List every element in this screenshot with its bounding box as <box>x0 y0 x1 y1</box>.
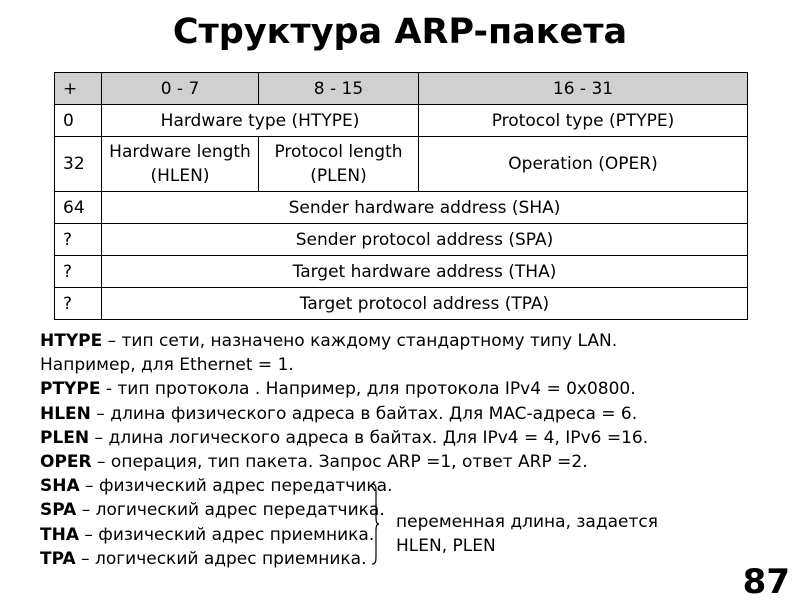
field-ptype: Protocol type (PTYPE) <box>419 105 748 137</box>
legend-line-hlen <box>40 402 648 426</box>
legend-term: TPA <box>40 548 76 569</box>
slide-title: Структура ARP-пакета <box>172 12 628 52</box>
table-row <box>55 137 748 192</box>
variable-length-note-line1: переменная длина, задается <box>396 512 658 532</box>
legend-desc: – длина логического адреса в байтах. Для IPv4 = 4, IPv6 =16. <box>89 427 649 448</box>
row-offset: 32 <box>55 137 102 192</box>
legend-desc: – логический адрес передатчика. <box>76 500 385 521</box>
field-spa: Sender protocol address (SPA) <box>102 224 748 256</box>
legend-term: HTYPE <box>40 331 103 351</box>
field-htype: Hardware type (HTYPE) <box>102 105 419 137</box>
header-bits-8-15: 8 - 15 <box>259 73 419 105</box>
arp-packet-table <box>54 72 748 320</box>
variable-length-note-line2: HLEN, PLEN <box>396 536 496 556</box>
row-offset: 0 <box>55 105 102 137</box>
legend-term: SPA <box>40 500 77 521</box>
legend-term: OPER <box>40 452 92 473</box>
legend-desc: - тип протокола . Например, для протокола IPv4 = 0x0800. <box>100 379 636 400</box>
field-hlen: Hardware length (HLEN) <box>102 137 259 192</box>
legend-desc: – тип сети, назначено каждому стандартному типу LAN. <box>102 331 618 351</box>
legend-line-sha <box>40 474 648 498</box>
table-row <box>55 288 748 320</box>
field-sha: Sender hardware address (SHA) <box>102 192 748 224</box>
row-offset: ? <box>55 256 102 288</box>
legend-line-ptype <box>40 377 648 401</box>
field-plen: Protocol length (PLEN) <box>259 137 419 192</box>
header-offset: + <box>55 73 102 105</box>
legend-desc: – операция, тип пакета. Запрос ARP =1, ответ ARP =2. <box>91 452 588 473</box>
row-offset: ? <box>55 224 102 256</box>
legend-line-plen <box>40 426 648 450</box>
field-tha: Target hardware address (THA) <box>102 256 748 288</box>
legend-line-htype-example <box>40 353 648 377</box>
legend-desc: – физический адрес передатчика. <box>79 476 393 497</box>
legend-desc: Например, для Ethernet = 1. <box>40 355 294 376</box>
legend-desc: – физический адрес приемника. <box>78 524 375 545</box>
field-oper: Operation (OPER) <box>419 137 748 192</box>
legend-term: PLEN <box>40 427 90 448</box>
legend-term: THA <box>40 524 79 545</box>
table-row <box>55 105 748 137</box>
legend-term: PTYPE <box>40 379 101 400</box>
legend-line-oper <box>40 450 648 474</box>
page-number: 87 <box>742 562 790 602</box>
curly-brace-icon <box>371 483 379 565</box>
header-bits-16-31: 16 - 31 <box>419 73 748 105</box>
legend-desc: – длина физического адреса в байтах. Для MAC-адреса = 6. <box>90 403 638 424</box>
header-bits-0-7: 0 - 7 <box>102 73 259 105</box>
legend-term: SHA <box>40 476 80 497</box>
table-row <box>55 224 748 256</box>
legend-term: HLEN <box>40 403 91 424</box>
table-row <box>55 256 748 288</box>
table-row <box>55 192 748 224</box>
field-tpa: Target protocol address (TPA) <box>102 288 748 320</box>
row-offset: ? <box>55 288 102 320</box>
legend-line-htype <box>40 329 648 353</box>
table-header-row <box>55 73 748 105</box>
legend-desc: – логический адрес приемника. <box>75 548 367 569</box>
row-offset: 64 <box>55 192 102 224</box>
variable-length-note <box>396 510 658 558</box>
